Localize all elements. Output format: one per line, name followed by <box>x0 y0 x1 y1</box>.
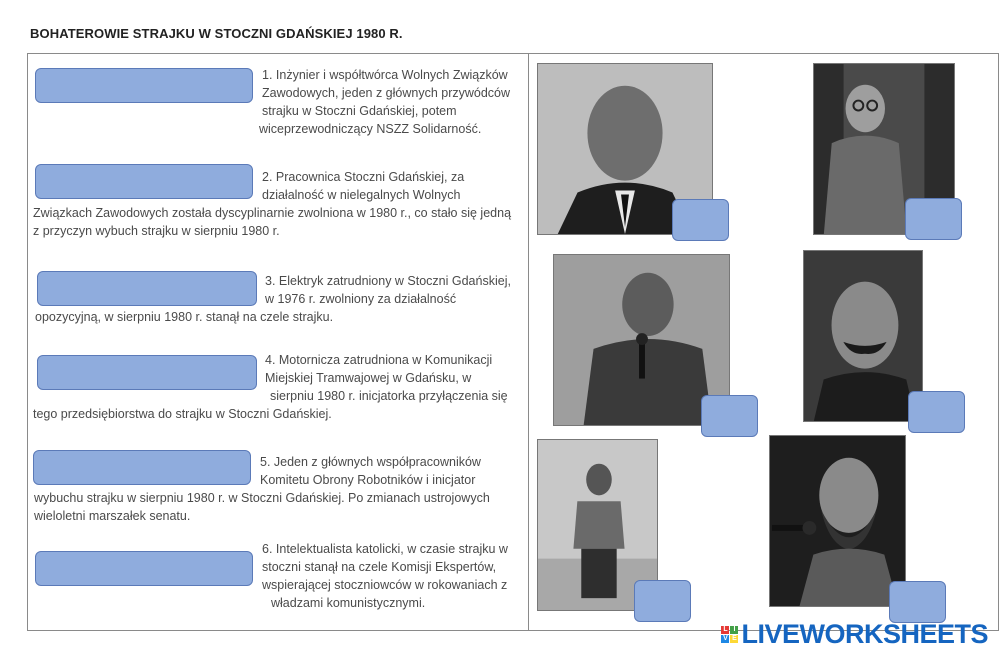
photo-answer-field-1[interactable] <box>672 199 729 241</box>
question-6: 6. Intelektualista katolicki, w czasie strajku w stoczni stanął na czele Komisji Ekspertów, wspierającej stoczniowców w rokowaniach z władzami komunistycznymi. <box>262 542 508 610</box>
photo-answer-field-5[interactable] <box>634 580 691 622</box>
question-5: 5. Jeden z głównych współpracowników Komitetu Obrony Robotników i inicjator wybuchu strajku w sierpniu 1980 r. w Stoczni Gdańskiej. Po zmianach ustrojowych wieloletni marszałek senatu. <box>34 455 490 523</box>
answer-field-4[interactable] <box>37 355 257 390</box>
portrait-photo-man-mustache <box>803 250 923 422</box>
answer-field-3[interactable] <box>37 271 257 306</box>
column-divider <box>528 53 529 631</box>
logo-text: LIVEWORKSHEETS <box>741 618 988 649</box>
answer-field-6[interactable] <box>35 551 253 586</box>
question-2: 2. Pracownica Stoczni Gdańskiej, za działalność w nielegalnych Wolnych Związkach Zawodowych została dyscyplinarnie zwolniona w 1980 r., co stało się jedną z przyczyn wybuch strajku w sierpniu 1980 r. <box>33 170 512 238</box>
photo-answer-field-3[interactable] <box>701 395 758 437</box>
photo-answer-field-4[interactable] <box>908 391 965 433</box>
answer-field-5[interactable] <box>33 450 251 485</box>
question-1: 1. Inżynier i współtwórca Wolnych Związków Zawodowych, jeden z głównych przywódców strajku w Stoczni Gdańskiej, potem wiceprzewodniczący NSZZ Solidarność. <box>259 68 511 136</box>
photo-answer-field-6[interactable] <box>889 581 946 623</box>
photo-answer-field-2[interactable] <box>905 198 962 240</box>
question-3: 3. Elektryk zatrudniony w Stoczni Gdańskiej, w 1976 r. zwolniony za działalność opozycyjną, w sierpniu 1980 r. stanął na czele strajku. <box>35 274 511 324</box>
portrait-photo-bearded-man <box>769 435 906 607</box>
answer-field-1[interactable] <box>35 68 253 103</box>
page-title: BOHATEROWIE STRAJKU W STOCZNI GDAŃSKIEJ 1980 R. <box>30 26 403 41</box>
liveworksheets-logo <box>721 619 988 649</box>
question-4: 4. Motornicza zatrudniona w Komunikacji Miejskiej Tramwajowej w Gdańsku, w sierpniu 1980 r. inicjatorka przyłączenia się tego przedsiębiorstwa do strajku w Stoczni Gdańskiej. <box>33 353 508 421</box>
logo-mark-icon: L I V E <box>723 625 737 642</box>
answer-field-2[interactable] <box>35 164 253 199</box>
